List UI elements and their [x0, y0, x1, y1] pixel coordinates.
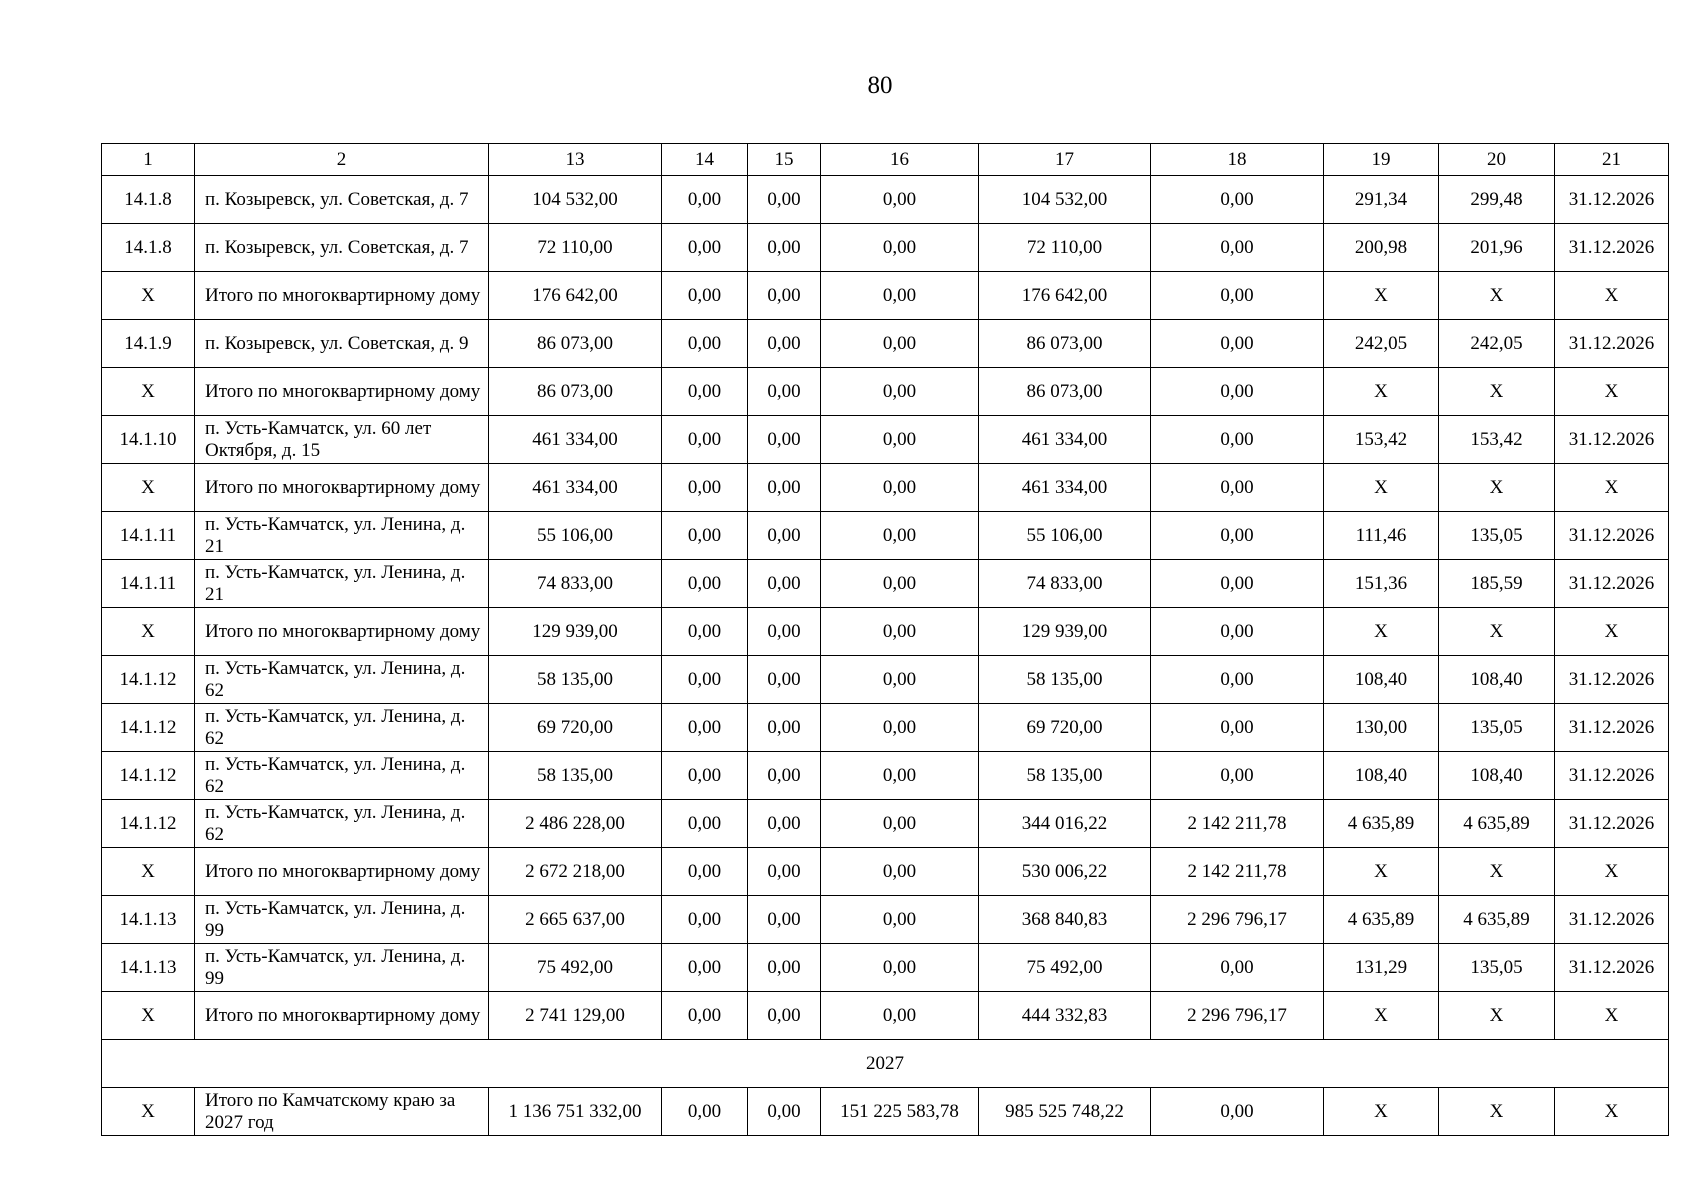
- cell-col-13: 55 106,00: [489, 512, 662, 560]
- cell-col-18: 0,00: [1151, 608, 1324, 656]
- cell-address: п. Усть-Камчатск, ул. 60 лет Октября, д. 15: [195, 416, 489, 464]
- cell-col-20: 108,40: [1439, 656, 1555, 704]
- cell-col-18: 0,00: [1151, 320, 1324, 368]
- cell-col-18: 0,00: [1151, 1088, 1324, 1136]
- column-header: 2: [195, 144, 489, 176]
- cell-col-21: X: [1555, 368, 1669, 416]
- cell-col-17: 129 939,00: [979, 608, 1151, 656]
- cell-col-14: 0,00: [662, 944, 748, 992]
- cell-col-15: 0,00: [748, 368, 821, 416]
- cell-col-13: 86 073,00: [489, 320, 662, 368]
- cell-col-19: X: [1324, 272, 1439, 320]
- cell-col-13: 2 741 129,00: [489, 992, 662, 1040]
- cell-col-17: 461 334,00: [979, 416, 1151, 464]
- cell-col-20: 242,05: [1439, 320, 1555, 368]
- column-header: 1: [102, 144, 195, 176]
- cell-id: X: [102, 848, 195, 896]
- table-row: [102, 752, 1669, 800]
- program-table: [101, 143, 1669, 1136]
- cell-col-18: 0,00: [1151, 656, 1324, 704]
- cell-col-16: 0,00: [821, 704, 979, 752]
- table-row: [102, 704, 1669, 752]
- column-number-row: [102, 144, 1669, 176]
- cell-address: п. Козыревск, ул. Советская, д. 9: [195, 320, 489, 368]
- cell-col-20: X: [1439, 992, 1555, 1040]
- cell-col-18: 0,00: [1151, 272, 1324, 320]
- cell-col-17: 69 720,00: [979, 704, 1151, 752]
- cell-id: 14.1.9: [102, 320, 195, 368]
- table-row: [102, 944, 1669, 992]
- cell-col-20: 135,05: [1439, 944, 1555, 992]
- table-row: [102, 560, 1669, 608]
- table-row: [102, 896, 1669, 944]
- cell-col-18: 0,00: [1151, 944, 1324, 992]
- cell-col-17: 461 334,00: [979, 464, 1151, 512]
- cell-col-21: 31.12.2026: [1555, 752, 1669, 800]
- table-row: [102, 176, 1669, 224]
- cell-col-14: 0,00: [662, 608, 748, 656]
- cell-col-20: 4 635,89: [1439, 800, 1555, 848]
- cell-col-14: 0,00: [662, 176, 748, 224]
- cell-col-17: 176 642,00: [979, 272, 1151, 320]
- cell-col-19: 291,34: [1324, 176, 1439, 224]
- column-header: 15: [748, 144, 821, 176]
- cell-col-16: 0,00: [821, 656, 979, 704]
- cell-col-21: X: [1555, 1088, 1669, 1136]
- cell-col-20: 153,42: [1439, 416, 1555, 464]
- cell-col-19: X: [1324, 368, 1439, 416]
- cell-col-13: 2 486 228,00: [489, 800, 662, 848]
- cell-address: п. Усть-Камчатск, ул. Ленина, д. 99: [195, 896, 489, 944]
- cell-col-18: 0,00: [1151, 704, 1324, 752]
- cell-id: 14.1.12: [102, 656, 195, 704]
- cell-col-20: 108,40: [1439, 752, 1555, 800]
- table-row: [102, 656, 1669, 704]
- cell-col-21: 31.12.2026: [1555, 512, 1669, 560]
- cell-id: X: [102, 368, 195, 416]
- cell-col-13: 74 833,00: [489, 560, 662, 608]
- year-total-row: [102, 1088, 1669, 1136]
- cell-col-21: X: [1555, 464, 1669, 512]
- cell-col-20: X: [1439, 368, 1555, 416]
- cell-col-20: 135,05: [1439, 704, 1555, 752]
- table-row: [102, 992, 1669, 1040]
- cell-col-18: 0,00: [1151, 752, 1324, 800]
- cell-id: X: [102, 608, 195, 656]
- cell-col-14: 0,00: [662, 704, 748, 752]
- cell-col-14: 0,00: [662, 560, 748, 608]
- cell-col-21: X: [1555, 608, 1669, 656]
- cell-col-20: X: [1439, 272, 1555, 320]
- year-label: 2027: [102, 1040, 1669, 1088]
- cell-col-15: 0,00: [748, 272, 821, 320]
- table-row: [102, 368, 1669, 416]
- cell-col-14: 0,00: [662, 320, 748, 368]
- cell-col-18: 0,00: [1151, 368, 1324, 416]
- cell-col-18: 2 142 211,78: [1151, 800, 1324, 848]
- cell-address: Итого по многоквартирному дому: [195, 992, 489, 1040]
- cell-id: 14.1.12: [102, 704, 195, 752]
- cell-col-13: 129 939,00: [489, 608, 662, 656]
- cell-col-14: 0,00: [662, 800, 748, 848]
- cell-col-21: 31.12.2026: [1555, 560, 1669, 608]
- cell-col-17: 58 135,00: [979, 656, 1151, 704]
- cell-col-18: 0,00: [1151, 224, 1324, 272]
- cell-col-21: X: [1555, 848, 1669, 896]
- cell-col-14: 0,00: [662, 416, 748, 464]
- cell-col-18: 0,00: [1151, 416, 1324, 464]
- cell-col-15: 0,00: [748, 416, 821, 464]
- cell-id: 14.1.11: [102, 512, 195, 560]
- cell-col-14: 0,00: [662, 992, 748, 1040]
- cell-col-21: 31.12.2026: [1555, 320, 1669, 368]
- cell-col-20: X: [1439, 608, 1555, 656]
- cell-col-13: 461 334,00: [489, 464, 662, 512]
- cell-col-17: 58 135,00: [979, 752, 1151, 800]
- cell-col-16: 0,00: [821, 368, 979, 416]
- cell-col-16: 0,00: [821, 464, 979, 512]
- cell-col-17: 985 525 748,22: [979, 1088, 1151, 1136]
- cell-address: Итого по многоквартирному дому: [195, 368, 489, 416]
- cell-col-14: 0,00: [662, 752, 748, 800]
- cell-col-20: 299,48: [1439, 176, 1555, 224]
- cell-col-18: 0,00: [1151, 560, 1324, 608]
- cell-col-16: 0,00: [821, 512, 979, 560]
- cell-col-19: X: [1324, 464, 1439, 512]
- cell-col-16: 0,00: [821, 944, 979, 992]
- page-number: 80: [867, 72, 893, 99]
- cell-col-14: 0,00: [662, 224, 748, 272]
- cell-col-19: 130,00: [1324, 704, 1439, 752]
- cell-col-20: 135,05: [1439, 512, 1555, 560]
- table-row: [102, 224, 1669, 272]
- cell-col-15: 0,00: [748, 656, 821, 704]
- cell-col-16: 0,00: [821, 176, 979, 224]
- cell-address: п. Козыревск, ул. Советская, д. 7: [195, 224, 489, 272]
- year-separator-row: [102, 1040, 1669, 1088]
- cell-col-15: 0,00: [748, 944, 821, 992]
- cell-col-16: 0,00: [821, 800, 979, 848]
- cell-col-15: 0,00: [748, 320, 821, 368]
- cell-col-18: 0,00: [1151, 176, 1324, 224]
- cell-col-16: 0,00: [821, 320, 979, 368]
- cell-col-15: 0,00: [748, 992, 821, 1040]
- cell-col-21: X: [1555, 992, 1669, 1040]
- cell-col-15: 0,00: [748, 896, 821, 944]
- cell-col-14: 0,00: [662, 848, 748, 896]
- cell-address: п. Усть-Камчатск, ул. Ленина, д. 62: [195, 800, 489, 848]
- cell-col-17: 530 006,22: [979, 848, 1151, 896]
- cell-col-15: 0,00: [748, 560, 821, 608]
- cell-id: 14.1.13: [102, 896, 195, 944]
- cell-col-16: 0,00: [821, 848, 979, 896]
- cell-id: 14.1.10: [102, 416, 195, 464]
- cell-col-15: 0,00: [748, 176, 821, 224]
- cell-col-19: X: [1324, 992, 1439, 1040]
- cell-col-18: 2 142 211,78: [1151, 848, 1324, 896]
- cell-col-15: 0,00: [748, 800, 821, 848]
- cell-col-16: 0,00: [821, 560, 979, 608]
- cell-col-19: X: [1324, 1088, 1439, 1136]
- column-header: 21: [1555, 144, 1669, 176]
- cell-col-20: X: [1439, 1088, 1555, 1136]
- cell-col-15: 0,00: [748, 608, 821, 656]
- cell-col-17: 368 840,83: [979, 896, 1151, 944]
- cell-col-20: 4 635,89: [1439, 896, 1555, 944]
- cell-col-17: 344 016,22: [979, 800, 1151, 848]
- cell-col-18: 2 296 796,17: [1151, 992, 1324, 1040]
- cell-col-21: 31.12.2026: [1555, 800, 1669, 848]
- cell-col-15: 0,00: [748, 752, 821, 800]
- table-row: [102, 320, 1669, 368]
- cell-col-21: 31.12.2026: [1555, 944, 1669, 992]
- cell-col-21: X: [1555, 272, 1669, 320]
- cell-col-17: 75 492,00: [979, 944, 1151, 992]
- cell-address: п. Усть-Камчатск, ул. Ленина, д. 62: [195, 656, 489, 704]
- column-header: 20: [1439, 144, 1555, 176]
- cell-col-17: 74 833,00: [979, 560, 1151, 608]
- table-row: [102, 800, 1669, 848]
- cell-id: X: [102, 1088, 195, 1136]
- column-header: 19: [1324, 144, 1439, 176]
- cell-col-16: 0,00: [821, 272, 979, 320]
- cell-address: Итого по многоквартирному дому: [195, 464, 489, 512]
- cell-id: 14.1.13: [102, 944, 195, 992]
- table-row: [102, 416, 1669, 464]
- cell-col-19: 151,36: [1324, 560, 1439, 608]
- cell-id: 14.1.8: [102, 224, 195, 272]
- cell-col-19: 4 635,89: [1324, 800, 1439, 848]
- column-header: 16: [821, 144, 979, 176]
- table-row: [102, 464, 1669, 512]
- cell-address: п. Усть-Камчатск, ул. Ленина, д. 21: [195, 560, 489, 608]
- cell-col-15: 0,00: [748, 704, 821, 752]
- cell-col-16: 151 225 583,78: [821, 1088, 979, 1136]
- table-row: [102, 512, 1669, 560]
- cell-col-14: 0,00: [662, 464, 748, 512]
- cell-col-14: 0,00: [662, 896, 748, 944]
- cell-col-17: 444 332,83: [979, 992, 1151, 1040]
- cell-id: 14.1.8: [102, 176, 195, 224]
- cell-col-14: 0,00: [662, 512, 748, 560]
- cell-address: Итого по многоквартирному дому: [195, 848, 489, 896]
- cell-col-13: 104 532,00: [489, 176, 662, 224]
- cell-col-20: 185,59: [1439, 560, 1555, 608]
- cell-col-13: 58 135,00: [489, 656, 662, 704]
- cell-col-16: 0,00: [821, 752, 979, 800]
- column-header: 18: [1151, 144, 1324, 176]
- cell-col-20: X: [1439, 848, 1555, 896]
- cell-id: 14.1.12: [102, 752, 195, 800]
- cell-id: X: [102, 992, 195, 1040]
- cell-col-19: 153,42: [1324, 416, 1439, 464]
- cell-address: Итого по многоквартирному дому: [195, 272, 489, 320]
- cell-col-21: 31.12.2026: [1555, 896, 1669, 944]
- cell-col-16: 0,00: [821, 896, 979, 944]
- cell-col-14: 0,00: [662, 1088, 748, 1136]
- cell-col-16: 0,00: [821, 992, 979, 1040]
- cell-col-19: 200,98: [1324, 224, 1439, 272]
- cell-col-19: 4 635,89: [1324, 896, 1439, 944]
- cell-col-19: 108,40: [1324, 752, 1439, 800]
- cell-col-13: 2 665 637,00: [489, 896, 662, 944]
- table-body: [102, 176, 1669, 1040]
- cell-col-18: 0,00: [1151, 464, 1324, 512]
- cell-col-17: 55 106,00: [979, 512, 1151, 560]
- cell-col-19: X: [1324, 608, 1439, 656]
- cell-col-19: 108,40: [1324, 656, 1439, 704]
- cell-col-21: 31.12.2026: [1555, 416, 1669, 464]
- cell-col-13: 176 642,00: [489, 272, 662, 320]
- cell-col-18: 2 296 796,17: [1151, 896, 1324, 944]
- cell-col-13: 2 672 218,00: [489, 848, 662, 896]
- cell-id: 14.1.11: [102, 560, 195, 608]
- cell-col-20: X: [1439, 464, 1555, 512]
- cell-col-18: 0,00: [1151, 512, 1324, 560]
- cell-address: п. Усть-Камчатск, ул. Ленина, д. 62: [195, 704, 489, 752]
- cell-address: п. Усть-Камчатск, ул. Ленина, д. 99: [195, 944, 489, 992]
- column-header: 17: [979, 144, 1151, 176]
- cell-col-17: 104 532,00: [979, 176, 1151, 224]
- cell-address: п. Усть-Камчатск, ул. Ленина, д. 62: [195, 752, 489, 800]
- cell-col-16: 0,00: [821, 416, 979, 464]
- cell-col-19: 111,46: [1324, 512, 1439, 560]
- cell-id: 14.1.12: [102, 800, 195, 848]
- cell-col-15: 0,00: [748, 512, 821, 560]
- cell-col-15: 0,00: [748, 1088, 821, 1136]
- cell-col-13: 86 073,00: [489, 368, 662, 416]
- cell-col-16: 0,00: [821, 608, 979, 656]
- cell-col-21: 31.12.2026: [1555, 224, 1669, 272]
- cell-col-15: 0,00: [748, 464, 821, 512]
- cell-col-21: 31.12.2026: [1555, 656, 1669, 704]
- cell-id: X: [102, 464, 195, 512]
- cell-address: Итого по многоквартирному дому: [195, 608, 489, 656]
- cell-col-15: 0,00: [748, 224, 821, 272]
- cell-col-15: 0,00: [748, 848, 821, 896]
- cell-address: п. Усть-Камчатск, ул. Ленина, д. 21: [195, 512, 489, 560]
- cell-col-13: 461 334,00: [489, 416, 662, 464]
- cell-col-13: 72 110,00: [489, 224, 662, 272]
- cell-col-13: 58 135,00: [489, 752, 662, 800]
- cell-col-19: 131,29: [1324, 944, 1439, 992]
- cell-col-13: 69 720,00: [489, 704, 662, 752]
- table-row: [102, 848, 1669, 896]
- cell-col-21: 31.12.2026: [1555, 704, 1669, 752]
- cell-col-14: 0,00: [662, 656, 748, 704]
- cell-col-13: 1 136 751 332,00: [489, 1088, 662, 1136]
- cell-col-14: 0,00: [662, 272, 748, 320]
- table-row: [102, 608, 1669, 656]
- cell-address: Итого по Камчатскому краю за 2027 год: [195, 1088, 489, 1136]
- cell-col-20: 201,96: [1439, 224, 1555, 272]
- cell-col-17: 86 073,00: [979, 320, 1151, 368]
- cell-col-19: 242,05: [1324, 320, 1439, 368]
- cell-col-21: 31.12.2026: [1555, 176, 1669, 224]
- cell-col-13: 75 492,00: [489, 944, 662, 992]
- table-row: [102, 272, 1669, 320]
- cell-col-16: 0,00: [821, 224, 979, 272]
- cell-col-17: 86 073,00: [979, 368, 1151, 416]
- cell-col-19: X: [1324, 848, 1439, 896]
- cell-id: X: [102, 272, 195, 320]
- cell-col-17: 72 110,00: [979, 224, 1151, 272]
- cell-col-14: 0,00: [662, 368, 748, 416]
- column-header: 14: [662, 144, 748, 176]
- cell-address: п. Козыревск, ул. Советская, д. 7: [195, 176, 489, 224]
- column-header: 13: [489, 144, 662, 176]
